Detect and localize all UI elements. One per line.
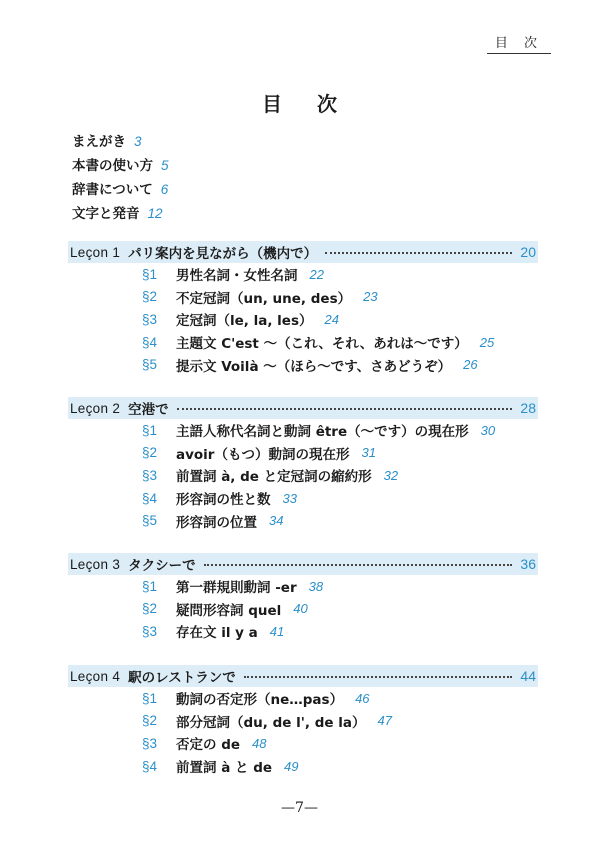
item-page: 49 <box>284 758 299 774</box>
lesson-title: タクシーで <box>128 558 196 574</box>
item-label: 定冠詞（le, la, les） <box>176 313 313 330</box>
toc-item[interactable] <box>142 687 538 710</box>
toc-entry-preface[interactable] <box>72 130 169 154</box>
item-label: 否定の de <box>176 737 241 754</box>
leader-dots <box>325 252 512 254</box>
toc-item[interactable] <box>142 487 538 510</box>
item-label: 動詞の否定形（ne…pas） <box>176 692 344 709</box>
lesson-title: 空港で <box>128 402 169 418</box>
item-label: 存在文 il y a <box>176 625 258 642</box>
front-matter-list <box>72 130 169 226</box>
section-number: §3 <box>142 467 158 483</box>
toc-item[interactable] <box>142 308 538 331</box>
running-header: 目 次 <box>487 32 551 54</box>
lesson-number: Leçon 4 <box>70 668 121 684</box>
section-number: §3 <box>142 623 158 639</box>
item-page: 32 <box>383 467 399 483</box>
item-label: avoir（もつ）動詞の現在形 <box>176 446 350 463</box>
section-number: §4 <box>142 334 158 350</box>
leader-dots <box>204 564 513 566</box>
section-number: §1 <box>142 690 158 706</box>
leader-dots <box>177 408 513 410</box>
item-label: 主題文 C'est ～（これ、それ、あれは～です） <box>176 336 468 353</box>
toc-entry-page: 3 <box>134 134 142 149</box>
item-label: 主語人称代名詞と動詞 être（～です）の現在形 <box>176 424 469 441</box>
item-page: 24 <box>324 311 339 327</box>
toc-entry-pronunciation[interactable] <box>72 202 169 226</box>
toc-entry-how-to-use[interactable] <box>72 154 169 178</box>
lesson-3-section <box>68 553 538 643</box>
toc-entry-label: 辞書について <box>72 182 153 198</box>
lesson-page: 36 <box>520 556 536 572</box>
toc-item[interactable] <box>142 509 538 532</box>
toc-item[interactable] <box>142 732 538 755</box>
section-number: §5 <box>142 513 158 529</box>
leader-dots <box>244 676 513 678</box>
section-number: §1 <box>142 422 158 438</box>
toc-item[interactable] <box>142 286 538 309</box>
section-number: §2 <box>142 289 158 305</box>
toc-entry-label: まえがき <box>72 134 126 150</box>
item-page: 30 <box>480 422 496 438</box>
lesson-2-section <box>68 397 538 532</box>
section-number: §2 <box>142 445 158 461</box>
item-label: 提示文 Voilà ～（ほら～です、さあどうぞ） <box>176 358 452 375</box>
section-number: §3 <box>142 735 158 751</box>
toc-item[interactable] <box>142 464 538 487</box>
lesson-1-section <box>68 241 538 376</box>
item-label: 部分冠詞（du, de l', de la） <box>176 714 366 731</box>
section-number: §3 <box>142 311 158 327</box>
lesson-heading[interactable] <box>68 553 538 575</box>
lesson-number: Leçon 3 <box>70 556 121 572</box>
item-label: 男性名詞・女性名詞 <box>176 268 298 285</box>
toc-entry-dictionary[interactable] <box>72 178 169 202</box>
item-page: 33 <box>282 490 297 506</box>
toc-item[interactable] <box>142 598 538 621</box>
toc-item[interactable] <box>142 710 538 733</box>
item-page: 48 <box>252 735 267 751</box>
lesson-page: 20 <box>520 244 536 260</box>
lesson-title: パリ案内を見ながら（機内で） <box>128 246 318 262</box>
toc-item[interactable] <box>142 620 538 643</box>
lesson-4-section <box>68 665 538 777</box>
page-title: 目 次 <box>262 92 351 116</box>
item-label: 疑問形容詞 quel <box>176 602 282 619</box>
item-label: 形容詞の性と数 <box>176 492 271 509</box>
lesson-heading[interactable] <box>68 665 538 687</box>
lesson-page: 44 <box>520 668 536 684</box>
toc-item[interactable] <box>142 263 538 286</box>
item-page: 40 <box>293 601 308 617</box>
lesson-number: Leçon 1 <box>70 244 121 260</box>
lesson-heading[interactable] <box>68 241 538 263</box>
item-page: 22 <box>309 266 324 282</box>
item-page: 46 <box>355 690 370 706</box>
item-page: 47 <box>377 713 392 729</box>
item-label: 形容詞の位置 <box>176 514 257 531</box>
section-number: §4 <box>142 758 158 774</box>
section-number: §4 <box>142 490 158 506</box>
item-label: 前置詞 à と de <box>176 760 273 777</box>
section-number: §5 <box>142 357 158 373</box>
page-number-footer: —7— <box>281 800 318 816</box>
toc-item[interactable] <box>142 331 538 354</box>
toc-item[interactable] <box>142 419 538 442</box>
section-number: §1 <box>142 578 158 594</box>
section-number: §1 <box>142 266 158 282</box>
toc-entry-label: 本書の使い方 <box>72 158 153 174</box>
item-page: 34 <box>269 513 284 529</box>
item-page: 25 <box>479 334 495 350</box>
item-page: 23 <box>363 289 378 305</box>
item-label: 第一群規則動詞 -er <box>176 580 297 597</box>
section-number: §2 <box>142 713 158 729</box>
toc-entry-page: 6 <box>160 182 169 197</box>
toc-item[interactable] <box>142 442 538 465</box>
toc-item[interactable] <box>142 353 538 376</box>
item-label: 前置詞 à, de と定冠詞の縮約形 <box>176 469 372 486</box>
item-page: 38 <box>308 578 324 594</box>
item-page: 41 <box>269 623 285 639</box>
lesson-title: 駅のレストランで <box>128 670 236 686</box>
item-label: 不定冠詞（un, une, des） <box>176 290 352 307</box>
lesson-heading[interactable] <box>68 397 538 419</box>
item-page: 31 <box>361 445 376 461</box>
toc-item[interactable] <box>142 575 538 598</box>
toc-entry-page: 5 <box>161 158 169 173</box>
toc-entry-label: 文字と発音 <box>72 206 140 222</box>
lesson-page: 28 <box>520 400 536 416</box>
toc-entry-page: 12 <box>147 206 163 221</box>
section-number: §2 <box>142 601 158 617</box>
toc-item[interactable] <box>142 755 538 778</box>
item-page: 26 <box>463 357 478 373</box>
lesson-number: Leçon 2 <box>70 400 121 416</box>
